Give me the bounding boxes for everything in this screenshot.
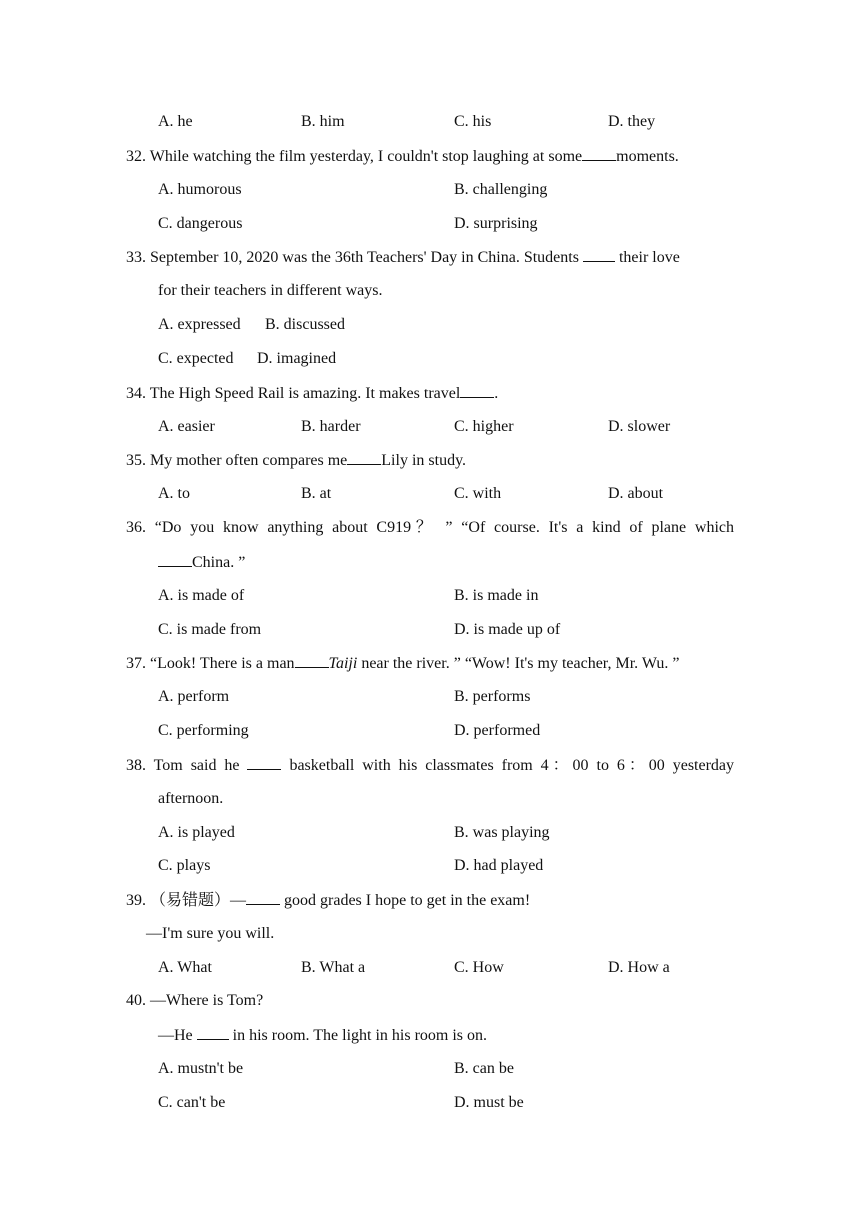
q33-line2: for their teachers in different ways. [158,282,383,299]
q37-text-after: near the river. ” “Wow! It's my teacher, Mr. Wu. ” [357,655,680,672]
q34-blank [460,382,494,398]
q37-option-a: A. perform [158,688,230,705]
q38-line2: afternoon. [158,790,224,807]
q37-text-before: 37. “Look! There is a man [126,655,295,672]
q39-option-d: D. How a [608,959,670,976]
q33-option-b: B. discussed [265,316,345,333]
q38-blank [247,754,281,770]
q36-line2-after: China. ” [192,554,246,571]
q38-text-before: 38. Tom said he [126,757,240,774]
q33-text-before: 33. September 10, 2020 was the 36th Teachers' Day in China. Students [126,249,579,266]
q36-line1: 36. “Do you know anything about C919？ ” “Of course. It's a kind of plane which [126,519,734,536]
q32-blank [582,145,616,161]
q35-blank [347,449,381,465]
q32-option-d: D. surprising [454,215,538,232]
q35-option-a: A. to [158,485,190,502]
q40-line1: 40. —Where is Tom? [126,992,264,1009]
q33-option-d: D. imagined [257,350,337,367]
q31-option-b: B. him [301,113,345,130]
q32-option-c: C. dangerous [158,215,243,232]
q37-option-c: C. performing [158,722,249,739]
q38-option-d: D. had played [454,857,544,874]
q39-option-a: A. What [158,959,212,976]
q33-blank [583,246,615,262]
q36-blank [158,551,192,567]
q34-text-after: . [494,385,499,402]
q40-option-d: D. must be [454,1094,524,1111]
q37-italic-word: Taiji [328,655,358,672]
q40-blank [197,1024,229,1040]
q34-option-a: A. easier [158,418,215,435]
q35-option-c: C. with [454,485,502,502]
q35-option-b: B. at [301,485,332,502]
q39-option-b: B. What a [301,959,366,976]
q35-option-d: D. about [608,485,664,502]
q40-line2-after: in his room. The light in his room is on. [228,1027,488,1044]
q33-text-after: their love [618,249,680,266]
q34-option-d: D. slower [608,418,671,435]
q40-option-a: A. mustn't be [158,1060,244,1077]
q31-option-d: D. they [608,113,656,130]
q32-text-before: 32. While watching the film yesterday, I couldn't stop laughing at some [126,148,583,165]
q33-option-a: A. expressed [158,316,241,333]
q38-text-after: basketball with his classmates from 4：00 to 6：00 yesterday [289,757,735,774]
q31-option-a: A. he [158,113,193,130]
q39-blank [246,889,280,905]
q39-text-after: good grades I hope to get in the exam! [280,892,531,909]
q37-option-b: B. performs [454,688,531,705]
q34-option-c: C. higher [454,418,514,435]
q39-text-before: 39. （易错题）— [126,892,247,909]
q32-option-b: B. challenging [454,181,548,198]
q35-text-after: Lily in study. [381,452,467,469]
q37-option-d: D. performed [454,722,541,739]
q39-line2: —I'm sure you will. [146,925,275,942]
q34-option-b: B. harder [301,418,361,435]
q38-option-a: A. is played [158,824,235,841]
q31-option-c: C. his [454,113,492,130]
q36-option-c: C. is made from [158,621,262,638]
q38-option-c: C. plays [158,857,211,874]
q36-option-d: D. is made up of [454,621,561,638]
q34-text-before: 34. The High Speed Rail is amazing. It makes travel [126,385,461,402]
q35-text-before: 35. My mother often compares me [126,452,348,469]
q40-option-c: C. can't be [158,1094,226,1111]
q32-option-a: A. humorous [158,181,242,198]
q38-option-b: B. was playing [454,824,550,841]
q37-blank [295,652,329,668]
q38-line1 [126,754,734,777]
q32-text-after: moments. [616,148,679,165]
q40-line2-before: —He [158,1027,193,1044]
q39-option-c: C. How [454,959,504,976]
q36-option-b: B. is made in [454,587,539,604]
q40-option-b: B. can be [454,1060,514,1077]
q36-option-a: A. is made of [158,587,245,604]
q33-option-c: C. expected [158,350,234,367]
